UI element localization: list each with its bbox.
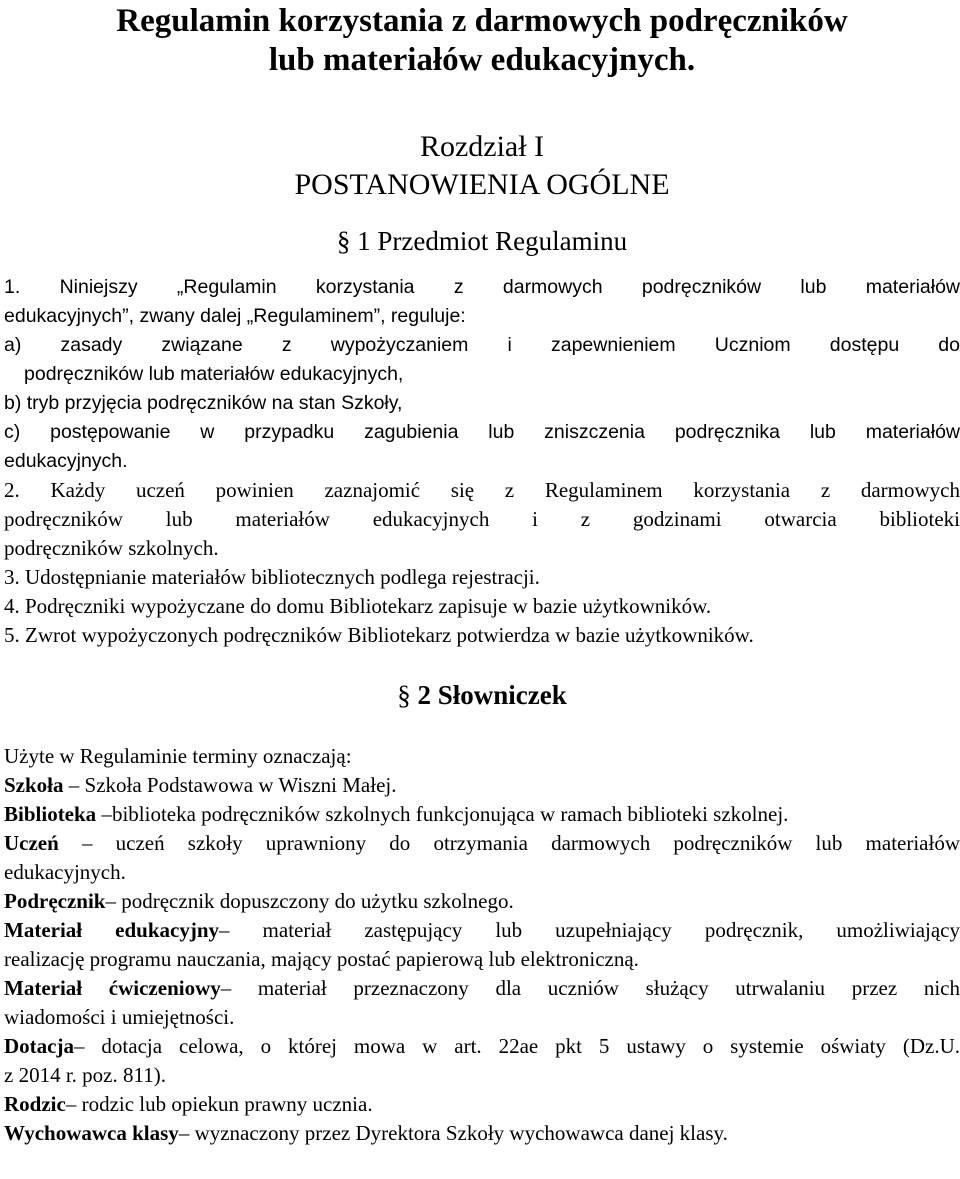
chapter-label: Rozdział I	[419, 130, 545, 163]
definition-text: – materiał przeznaczony dla uczniów służący utrwalaniu przez nich	[220, 976, 960, 1000]
definition-term: Uczeń	[4, 831, 59, 855]
definition-szkola	[4, 771, 960, 800]
item-number: 2.	[4, 478, 20, 502]
definition-uczen-line-1	[4, 829, 960, 858]
definition-text: – rodzic lub opiekun prawny ucznia.	[65, 1092, 373, 1116]
definition-text: – uczeń szkoły uprawniony do otrzymania darmowych podręczników lub materiałów	[58, 831, 960, 855]
definition-material-edukacyjny-line-1	[4, 916, 960, 945]
definition-text: – podręcznik dopuszczony do użytku szkolnego.	[105, 889, 514, 913]
definition-term: Dotacja	[4, 1034, 74, 1058]
item-number: 1.	[4, 276, 21, 298]
item-text: Zwrot wypożyczonych podręczników Bibliotekarz potwierdza w bazie użytkowników.	[25, 623, 754, 647]
item-number: 4.	[4, 594, 20, 618]
definition-rodzic	[4, 1090, 960, 1119]
sub-item-c-line-1: c) postępowanie w przypadku zagubienia lub zniszczenia podręcznika lub materiałów	[4, 421, 960, 443]
section-symbol: §	[397, 680, 411, 710]
definition-term: Materiał ćwiczeniowy	[4, 976, 221, 1000]
section-1-item-3	[4, 563, 960, 592]
item-2-line-3: podręczników szkolnych.	[4, 536, 219, 560]
definition-term: Materiał edukacyjny	[4, 918, 220, 942]
title-line-1: Regulamin korzystania z darmowych podręczników	[116, 3, 848, 39]
item-1-line-1	[4, 273, 960, 302]
definition-text: –biblioteka podręczników szkolnych funkcjonująca w ramach biblioteki szkolnej.	[96, 802, 789, 826]
item-number: 5.	[4, 623, 20, 647]
section-1-item-5	[4, 621, 960, 650]
section-1-item-2	[4, 476, 960, 563]
sub-item-c-line-2: edukacyjnych.	[4, 450, 128, 472]
item-text: Udostępnianie materiałów bibliotecznych podlega rejestracji.	[25, 565, 540, 589]
definition-wychowawca-klasy	[4, 1119, 960, 1148]
item-1-line-2: edukacyjnych”, zwany dalej „Regulaminem”, reguluje:	[4, 305, 466, 327]
item-2-line-2: podręczników lub materiałów edukacyjnych i z godzinami otwarcia biblioteki	[4, 507, 960, 531]
document-page	[4, 0, 960, 1148]
definition-term: Biblioteka	[4, 802, 97, 826]
definition-material-cwiczeniowy-line-1	[4, 974, 960, 1003]
definition-dotacja-line-2: z 2014 r. poz. 811).	[4, 1063, 166, 1087]
title-line-2: lub materiałów edukacyjnych.	[268, 42, 696, 78]
definition-text: – wyznaczony przez Dyrektora Szkoły wychowawca danej klasy.	[178, 1121, 728, 1145]
item-text: Niniejszy „Regulamin korzystania z darmowych podręczników lub materiałów	[59, 276, 960, 298]
section-symbol: §	[336, 226, 351, 256]
item-2-line-1	[4, 476, 960, 505]
sub-item-b: b) tryb przyjęcia podręczników na stan Szkoły,	[4, 392, 403, 414]
definition-text: – materiał zastępujący lub uzupełniający podręcznik, umożliwiający	[219, 918, 960, 942]
section-1-heading	[4, 224, 960, 258]
definition-material-cwiczeniowy-line-2: wiadomości i umiejętności.	[4, 1005, 235, 1029]
definition-term: Rodzic	[4, 1092, 66, 1116]
document-title	[4, 0, 960, 80]
section-1-item-4	[4, 592, 960, 621]
definition-term: Podręcznik	[4, 889, 106, 913]
section-1-item-1	[4, 273, 960, 476]
section-2-heading	[4, 678, 960, 712]
item-text-a: Każdy uczeń	[50, 478, 185, 502]
item-text-b: powinien zaznajomić się z Regulaminem korzystania z darmowych	[215, 478, 960, 502]
definition-material-edukacyjny-line-2: realizację programu nauczania, mający postać papierową lub elektroniczną.	[4, 947, 639, 971]
definitions-intro: Użyte w Regulaminie terminy oznaczają:	[4, 744, 352, 768]
section-2-title: 2 Słowniczek	[417, 680, 567, 710]
chapter-name: POSTANOWIENIA OGÓLNE	[294, 168, 670, 201]
sub-item-a-line-1: a) zasady związane z wypożyczaniem i zapewnieniem Uczniom dostępu do	[4, 334, 960, 356]
definition-term: Szkoła	[4, 773, 64, 797]
definition-term: Wychowawca klasy	[4, 1121, 179, 1145]
item-text: Podręczniki wypożyczane do domu Bibliotekarz zapisuje w bazie użytkowników.	[25, 594, 712, 618]
definition-text: – Szkoła Podstawowa w Wiszni Małej.	[63, 773, 397, 797]
definition-uczen-line-2: edukacyjnych.	[4, 860, 126, 884]
item-number: 3.	[4, 565, 20, 589]
definition-text: – dotacja celowa, o której mowa w art. 22ae pkt 5 ustawy o systemie oświaty (Dz.U.	[73, 1034, 960, 1058]
sub-item-a-line-2: podręczników lub materiałów edukacyjnych,	[24, 363, 404, 385]
section-1-title: 1 Przedmiot Regulaminu	[357, 226, 628, 256]
definition-biblioteka	[4, 800, 960, 829]
definition-podrecznik	[4, 887, 960, 916]
definition-dotacja-line-1	[4, 1032, 960, 1061]
definition-list	[4, 771, 960, 1148]
